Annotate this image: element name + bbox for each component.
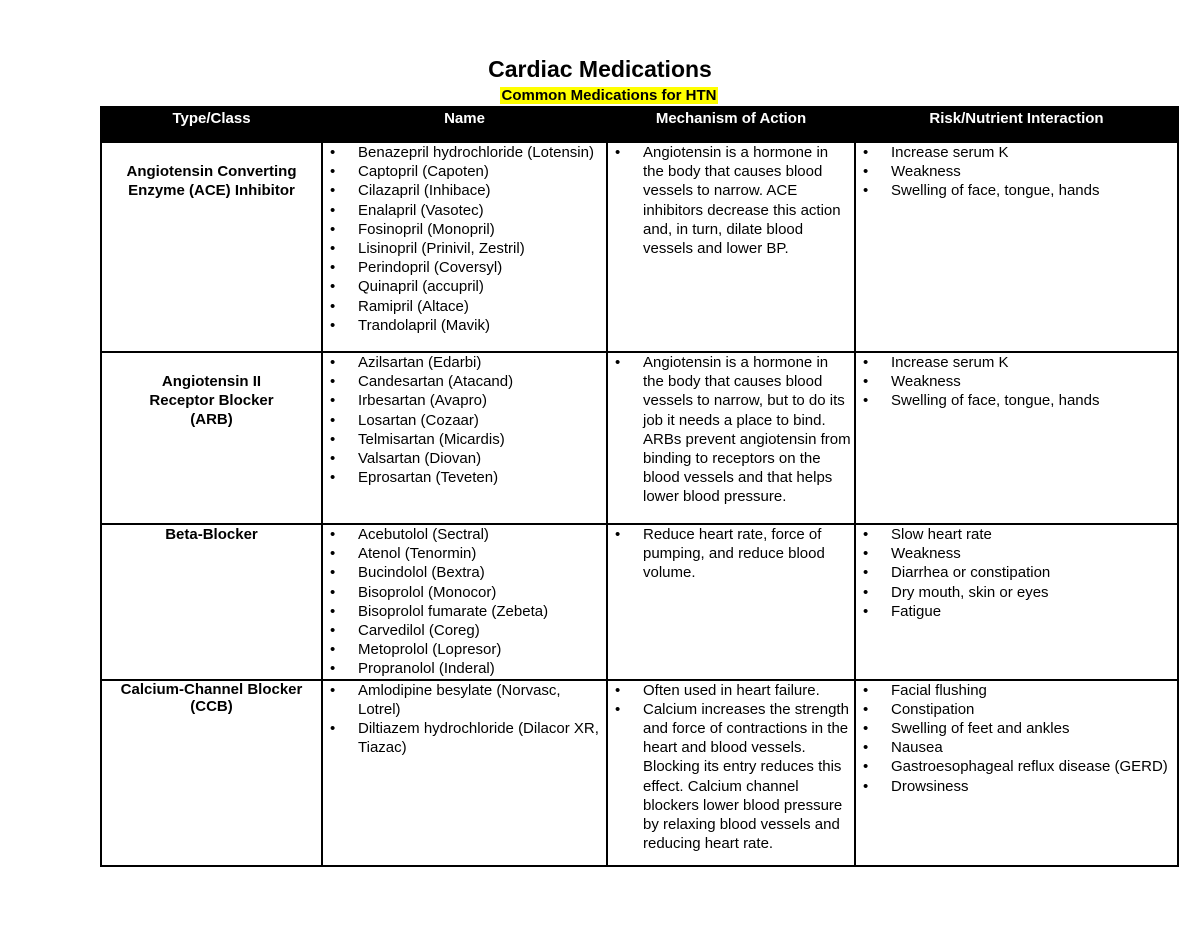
list-item: • Slow heart rate [856,525,1177,544]
table-row [101,142,1178,352]
list-item: • Swelling of feet and ankles [856,719,1177,738]
list-item: • Diltiazem hydrochloride (Dilacor XR, Tiazac) [323,719,606,757]
table-row [101,352,1178,524]
names-cell [322,524,607,680]
names-cell [322,352,607,524]
list-item: • Weakness [856,544,1177,563]
list-item: • Enalapril (Vasotec) [323,201,606,220]
type-cell [101,352,322,524]
type-cell [101,142,322,352]
list-item: • Bisoprolol (Monocor) [323,583,606,602]
list-item: • Weakness [856,372,1177,391]
type-line: Receptor Blocker [149,392,274,410]
list-item: • Nausea [856,738,1177,757]
type-line: Angiotensin II [161,373,262,390]
list-item: • Swelling of face, tongue, hands [856,391,1177,410]
list-item: • Propranolol (Inderal) [323,659,606,678]
list-item: • Fosinopril (Monopril) [323,220,606,239]
type-line: Beta-Blocker [165,526,258,543]
risk-cell [855,680,1178,866]
list-item: • Benazepril hydrochloride (Lotensin) [323,143,606,162]
table-row [101,524,1178,680]
type-line: (ARB) [190,411,233,429]
list-item: • Bisoprolol fumarate (Zebeta) [323,602,606,621]
list-item: • Perindopril (Coversyl) [323,258,606,277]
list-item: • Increase serum K [856,353,1177,372]
list-item: • Cilazapril (Inhibace) [323,181,606,200]
list-item: • Irbesartan (Avapro) [323,391,606,410]
type-line: Angiotensin Converting [126,163,297,180]
list-item: • Gastroesophageal reflux disease (GERD) [856,757,1177,776]
type-cell [101,524,322,680]
mechanism-cell [607,680,855,866]
type-line: Calcium-Channel Blocker [120,680,303,698]
header-name: Name [322,107,607,142]
list-item: • Amlodipine besylate (Norvasc, Lotrel) [323,681,606,719]
list-item: • Quinapril (accupril) [323,277,606,296]
names-cell [322,680,607,866]
list-item: • Reduce heart rate, force of pumping, and reduce blood volume. [608,525,854,583]
header-risk: Risk/Nutrient Interaction [855,107,1178,142]
list-item: • Telmisartan (Micardis) [323,430,606,449]
header-type-class: Type/Class [101,107,322,142]
medications-table [100,106,1179,867]
list-item: • Metoprolol (Lopresor) [323,640,606,659]
mechanism-cell [607,352,855,524]
list-item: • Weakness [856,162,1177,181]
list-item: • Captopril (Capoten) [323,162,606,181]
risk-cell [855,142,1178,352]
table-row [101,680,1178,866]
list-item: • Drowsiness [856,777,1177,796]
list-item: • Calcium increases the strength and force of contractions in the heart and blood vessels. Blocking its entry reduces this effect. Calcium channel blockers lower blood pressure by relaxing blood vessels and reducing heart rate. [608,700,854,854]
risk-cell [855,524,1178,680]
subtitle: Common Medications for HTN [501,87,717,104]
list-item: • Dry mouth, skin or eyes [856,583,1177,602]
list-item: • Angiotensin is a hormone in the body that causes blood vessels to narrow, but to do its job it needs a place to bind. ARBs prevent angiotensin from binding to receptors on the blood vessels and that helps lower blood pressure. [608,353,854,507]
list-item: • Often used in heart failure. [608,681,854,700]
mechanism-cell [607,524,855,680]
list-item: • Increase serum K [856,143,1177,162]
type-line: (CCB) [190,697,233,715]
names-cell [322,142,607,352]
list-item: • Carvedilol (Coreg) [323,621,606,640]
table-header-row [101,107,1178,142]
list-item: • Ramipril (Altace) [323,297,606,316]
list-item: • Fatigue [856,602,1177,621]
risk-cell [855,352,1178,524]
header-mechanism: Mechanism of Action [607,107,855,142]
list-item: • Candesartan (Atacand) [323,372,606,391]
list-item: • Constipation [856,700,1177,719]
list-item: • Facial flushing [856,681,1177,700]
list-item: • Angiotensin is a hormone in the body that causes blood vessels to narrow. ACE inhibitors decrease this action and, in turn, dilate blood vessels and lower BP. [608,143,854,258]
list-item: • Losartan (Cozaar) [323,411,606,430]
list-item: • Bucindolol (Bextra) [323,563,606,582]
type-cell [101,680,322,866]
list-item: • Swelling of face, tongue, hands [856,181,1177,200]
mechanism-cell [607,142,855,352]
list-item: • Acebutolol (Sectral) [323,525,606,544]
list-item: • Diarrhea or constipation [856,563,1177,582]
list-item: • Lisinopril (Prinivil, Zestril) [323,239,606,258]
list-item: • Azilsartan (Edarbi) [323,353,606,372]
list-item: • Atenol (Tenormin) [323,544,606,563]
list-item: • Valsartan (Diovan) [323,449,606,468]
list-item: • Eprosartan (Teveten) [323,468,606,487]
subtitle-wrap [0,87,1200,105]
list-item: • Trandolapril (Mavik) [323,316,606,335]
type-line: Enzyme (ACE) Inhibitor [128,182,295,200]
page-title: Cardiac Medications [488,56,712,82]
